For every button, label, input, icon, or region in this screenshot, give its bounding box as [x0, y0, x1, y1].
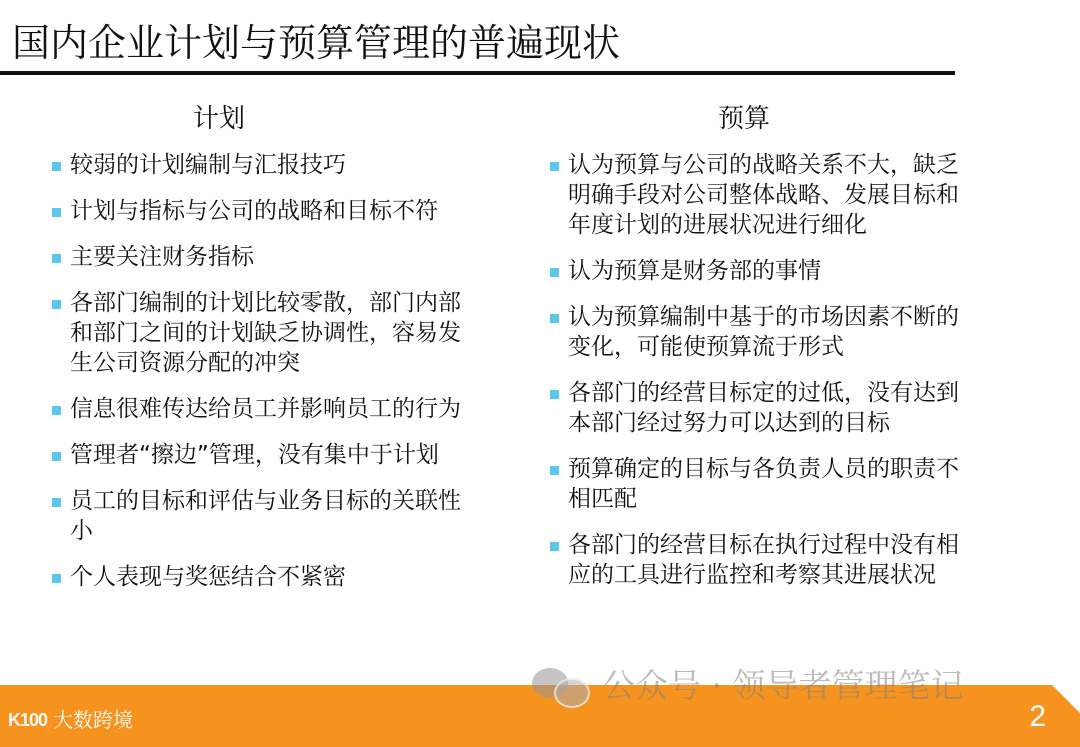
list-item-text: 认为预算编制中基于的市场因素不断的变化，可能使预算流于形式: [568, 304, 959, 360]
list-item: [548, 530, 978, 590]
list-item: [50, 288, 480, 378]
square-bullet-icon: [52, 406, 61, 415]
budget-heading: 预算: [718, 104, 771, 134]
list-item-text: 各部门的经营目标在执行过程中没有相应的工具进行监控和考察其进展状况: [568, 532, 959, 588]
budget-list: [548, 150, 978, 606]
wechat-icon: [532, 664, 588, 708]
square-bullet-icon: [52, 254, 61, 263]
list-item-text: 计划与指标与公司的战略和目标不符: [70, 198, 438, 224]
logo-mark: K100: [8, 709, 48, 730]
list-item-text: 主要关注财务指标: [70, 244, 254, 270]
page-title: 国内企业计划与预算管理的普遍现状: [12, 21, 621, 65]
watermark: [532, 664, 963, 708]
square-bullet-icon: [550, 162, 559, 171]
square-bullet-icon: [550, 542, 559, 551]
title-underline: [0, 71, 955, 75]
list-item-text: 认为预算是财务部的事情: [568, 258, 821, 284]
square-bullet-icon: [550, 268, 559, 277]
square-bullet-icon: [52, 498, 61, 507]
list-item-text: 较弱的计划编制与汇报技巧: [70, 152, 346, 178]
list-item-text: 各部门编制的计划比较零散，部门内部和部门之间的计划缺乏协调性，容易发生公司资源分配的冲突: [70, 290, 461, 376]
list-item-text: 信息很难传达给员工并影响员工的行为: [70, 396, 461, 422]
square-bullet-icon: [52, 208, 61, 217]
square-bullet-icon: [52, 574, 61, 583]
plan-heading: 计划: [193, 104, 246, 134]
square-bullet-icon: [52, 300, 61, 309]
square-bullet-icon: [550, 314, 559, 323]
square-bullet-icon: [550, 390, 559, 399]
list-item-text: 各部门的经营目标定的过低，没有达到本部门经过努力可以达到的目标: [568, 380, 959, 436]
list-item-text: 管理者“擦边”管理，没有集中于计划: [70, 442, 439, 468]
list-item: [50, 440, 480, 470]
list-item-text: 个人表现与奖惩结合不紧密: [70, 564, 346, 590]
list-item: [50, 196, 480, 226]
page-number: 2: [1029, 700, 1046, 733]
list-item: [548, 378, 978, 438]
list-item: [50, 486, 480, 546]
list-item-text: 员工的目标和评估与业务目标的关联性小: [70, 488, 461, 544]
list-item-text: 认为预算与公司的战略关系不大，缺乏明确手段对公司整体战略、发展目标和年度计划的进展状况进行细化: [568, 152, 959, 238]
footer-logo: [8, 708, 133, 732]
square-bullet-icon: [550, 466, 559, 475]
square-bullet-icon: [52, 452, 61, 461]
list-item: [50, 150, 480, 180]
list-item: [548, 256, 978, 286]
plan-list: [50, 150, 480, 608]
logo-text: 大数跨境: [53, 708, 134, 732]
list-item: [548, 302, 978, 362]
footer-corner-fold: [1052, 685, 1080, 713]
list-item: [548, 150, 978, 240]
list-item: [50, 242, 480, 272]
square-bullet-icon: [52, 162, 61, 171]
list-item-text: 预算确定的目标与各负责人员的职责不相匹配: [568, 456, 959, 512]
watermark-text: 公众号 · 领导者管理笔记: [602, 666, 964, 705]
list-item: [50, 394, 480, 424]
list-item: [50, 562, 480, 592]
list-item: [548, 454, 978, 514]
